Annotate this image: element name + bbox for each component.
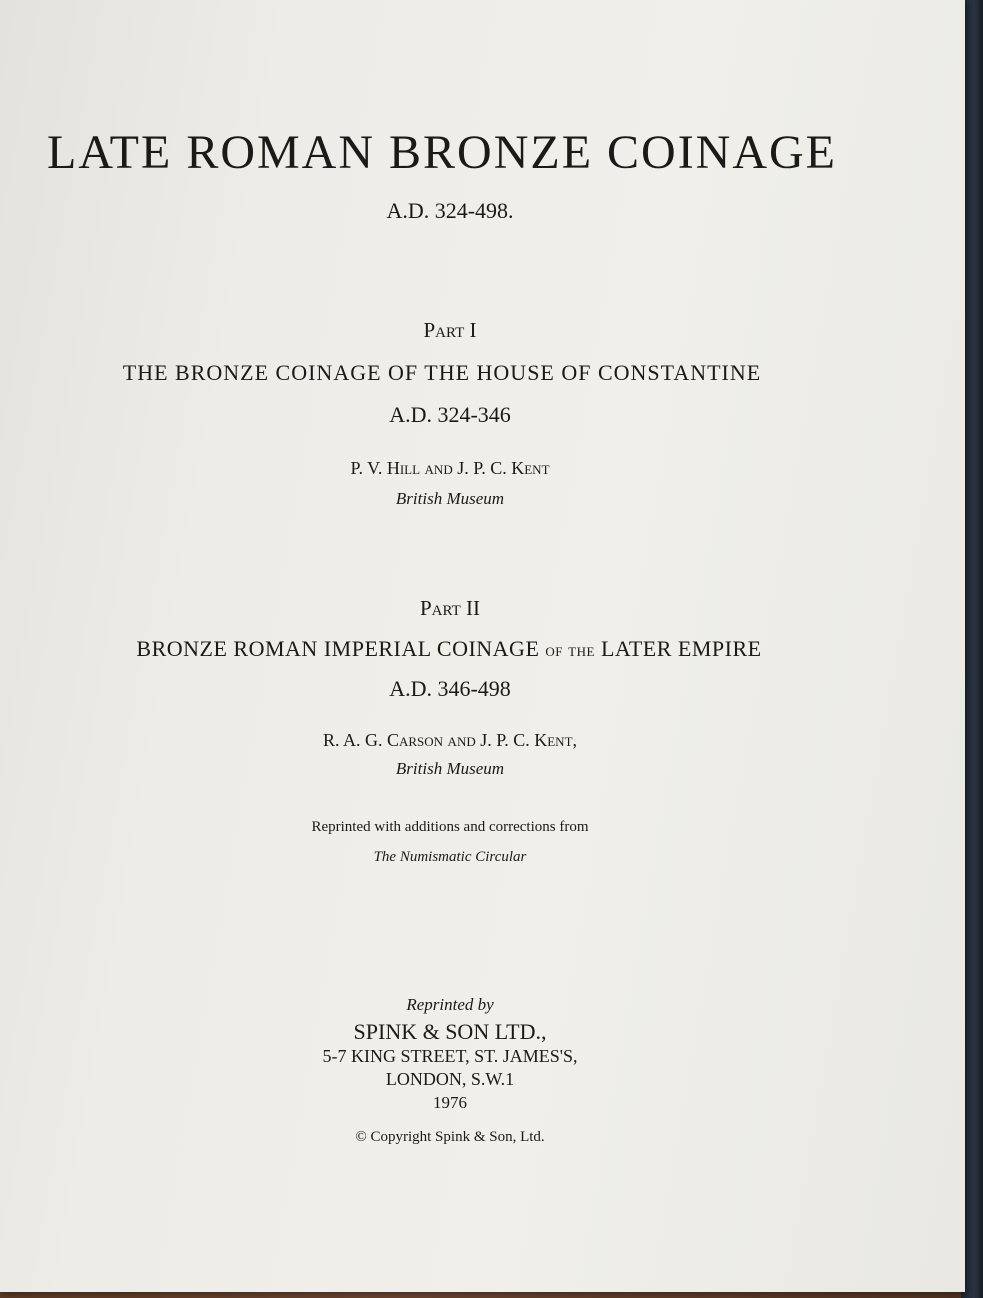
reprinted-by: Reprinted by <box>406 995 494 1014</box>
publication-year: 1976 <box>433 1093 467 1112</box>
part-1-authors: P. V. Hill and J. P. C. Kent <box>350 458 550 478</box>
book-date-range: A.D. 324-498. <box>386 198 514 223</box>
part-1-label: Part I <box>423 318 477 342</box>
source-journal: The Numismatic Circular <box>373 849 527 865</box>
publisher-name: SPINK & SON LTD., <box>353 1019 547 1044</box>
reprint-note: Reprinted with additions and corrections from <box>311 819 589 835</box>
part-2-label: Part II <box>419 596 480 620</box>
publisher-city: LONDON, S.W.1 <box>385 1069 515 1089</box>
part-1-dates: A.D. 324-346 <box>389 402 511 427</box>
part-2-affiliation: British Museum <box>395 759 505 778</box>
part-2-heading <box>0 636 898 662</box>
part-2-heading-start: BRONZE ROMAN IMPERIAL COINAGE <box>136 636 540 661</box>
part-2-heading-end: LATER EMPIRE <box>600 636 762 661</box>
part-2-dates: A.D. 346-498 <box>389 676 511 701</box>
publisher-address: 5-7 KING STREET, ST. JAMES'S, <box>322 1046 578 1066</box>
part-2-authors: R. A. G. Carson and J. P. C. Kent, <box>322 730 578 750</box>
part-1-affiliation: British Museum <box>395 489 505 508</box>
part-2-heading-connector: of the <box>545 640 595 661</box>
book-title: LATE ROMAN BRONZE COINAGE <box>47 126 837 179</box>
copyright-notice: © Copyright Spink & Son, Ltd. <box>355 1129 545 1145</box>
part-1-heading: THE BRONZE COINAGE OF THE HOUSE OF CONSTANTINE <box>122 360 762 385</box>
